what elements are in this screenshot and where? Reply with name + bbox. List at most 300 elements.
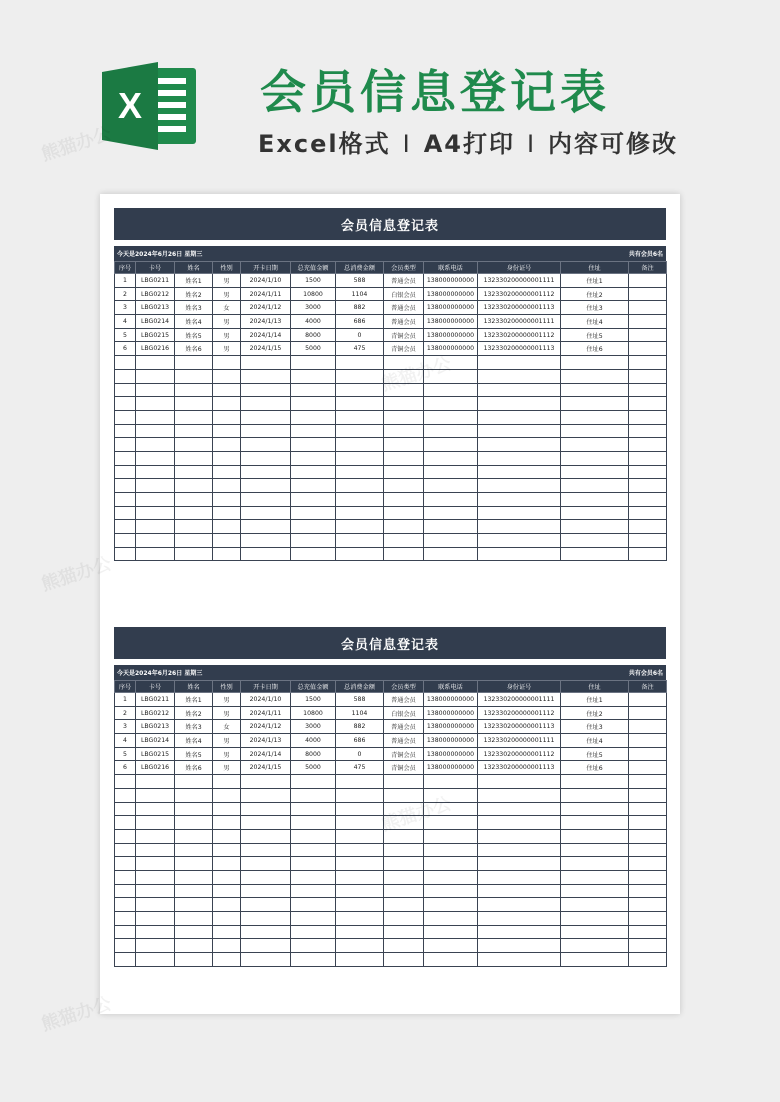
table-cell: 4000: [291, 734, 336, 748]
table-cell: [424, 939, 478, 953]
table-cell: 0: [336, 747, 384, 761]
subtitle-separator: I: [526, 130, 537, 158]
table-cell: 住址1: [561, 274, 629, 288]
table-cell: 男: [213, 274, 241, 288]
table-cell: 2024/1/11: [241, 287, 291, 301]
table-cell: [336, 802, 384, 816]
table-cell: 2024/1/15: [241, 342, 291, 356]
table-cell: [561, 534, 629, 548]
table-cell: 132330200000001112: [478, 287, 561, 301]
table-cell: [424, 356, 478, 370]
table-cell: [384, 884, 424, 898]
table-cell: [136, 857, 175, 871]
table-cell: 青铜会员: [384, 761, 424, 775]
table-cell: 姓名3: [175, 301, 213, 315]
table-cell: [424, 451, 478, 465]
table-cell: [478, 857, 561, 871]
table-cell: [291, 534, 336, 548]
table-cell: [115, 534, 136, 548]
table-cell: 普通会员: [384, 301, 424, 315]
table-cell: [478, 451, 561, 465]
table-cell: [213, 870, 241, 884]
table-cell: [336, 843, 384, 857]
table-cell: [136, 843, 175, 857]
empty-row: [115, 884, 667, 898]
table-cell: [561, 857, 629, 871]
table-cell: 10800: [291, 287, 336, 301]
table-cell: 2024/1/10: [241, 274, 291, 288]
table-cell: [424, 547, 478, 561]
table-cell: 132330200000001111: [478, 693, 561, 707]
table-cell: [136, 520, 175, 534]
table-cell: 1104: [336, 706, 384, 720]
column-header: 会员类型: [384, 681, 424, 693]
table-cell: [478, 534, 561, 548]
table-cell: 男: [213, 761, 241, 775]
table-cell: [213, 953, 241, 967]
table-cell: [175, 479, 213, 493]
table-cell: [336, 857, 384, 871]
table-cell: LBG0214: [136, 315, 175, 329]
table-cell: [291, 369, 336, 383]
table-cell: [115, 479, 136, 493]
table-cell: [213, 816, 241, 830]
table-cell: [213, 925, 241, 939]
table-cell: [115, 493, 136, 507]
table-cell: [241, 424, 291, 438]
table-cell: 138000000000: [424, 761, 478, 775]
table-cell: 姓名1: [175, 274, 213, 288]
table-cell: [478, 939, 561, 953]
table-cell: 0: [336, 328, 384, 342]
table-cell: [629, 287, 667, 301]
table-cell: [291, 451, 336, 465]
sheet-title: 会员信息登记表: [114, 627, 666, 659]
table-cell: [629, 534, 667, 548]
table-cell: [241, 493, 291, 507]
column-header: 总充值金额: [291, 262, 336, 274]
table-cell: [136, 383, 175, 397]
table-cell: [629, 857, 667, 871]
table-cell: [241, 534, 291, 548]
table-cell: [384, 493, 424, 507]
table-cell: [213, 547, 241, 561]
column-header: 性别: [213, 262, 241, 274]
table-cell: [241, 410, 291, 424]
table-cell: 住址1: [561, 693, 629, 707]
column-header: 总消费金额: [336, 262, 384, 274]
table-cell: [115, 506, 136, 520]
info-bar: [114, 246, 666, 261]
table-cell: [336, 547, 384, 561]
table-cell: 588: [336, 693, 384, 707]
today-date: 今天是2024年6月26日 星期三: [117, 670, 203, 677]
table-cell: [213, 506, 241, 520]
table-cell: [561, 925, 629, 939]
table-cell: [136, 788, 175, 802]
table-cell: [115, 788, 136, 802]
table-cell: [424, 424, 478, 438]
table-cell: [336, 479, 384, 493]
table-cell: 2024/1/13: [241, 315, 291, 329]
table-cell: [175, 939, 213, 953]
table-cell: [136, 953, 175, 967]
table-cell: [291, 843, 336, 857]
table-cell: [291, 816, 336, 830]
table-cell: 男: [213, 747, 241, 761]
column-header: 备注: [629, 262, 667, 274]
member-table: [114, 680, 667, 967]
subtitle-print: A4打印: [423, 130, 515, 158]
table-cell: [424, 870, 478, 884]
table-cell: [424, 383, 478, 397]
table-cell: [629, 356, 667, 370]
table-cell: [424, 843, 478, 857]
table-cell: 138000000000: [424, 342, 478, 356]
table-row: [115, 301, 667, 315]
table-cell: [384, 843, 424, 857]
table-cell: [384, 506, 424, 520]
table-cell: [136, 898, 175, 912]
table-cell: 住址6: [561, 342, 629, 356]
table-cell: [384, 438, 424, 452]
column-header: 开卡日期: [241, 681, 291, 693]
empty-row: [115, 424, 667, 438]
table-cell: [629, 493, 667, 507]
table-cell: [384, 925, 424, 939]
table-cell: [213, 884, 241, 898]
table-cell: 青铜会员: [384, 328, 424, 342]
table-cell: 姓名5: [175, 328, 213, 342]
table-cell: [561, 775, 629, 789]
table-cell: [478, 788, 561, 802]
table-cell: [115, 451, 136, 465]
table-cell: [136, 912, 175, 926]
empty-row: [115, 912, 667, 926]
table-cell: [115, 870, 136, 884]
table-cell: 882: [336, 720, 384, 734]
table-cell: [384, 775, 424, 789]
table-cell: 138000000000: [424, 328, 478, 342]
table-cell: 普通会员: [384, 734, 424, 748]
table-cell: [478, 829, 561, 843]
table-cell: [629, 706, 667, 720]
table-cell: [384, 534, 424, 548]
watermark: 熊猫办公: [38, 553, 114, 596]
table-cell: [629, 775, 667, 789]
today-date: 今天是2024年6月26日 星期三: [117, 251, 203, 258]
table-cell: 姓名5: [175, 747, 213, 761]
excel-logo-icon: [100, 60, 200, 152]
table-cell: [424, 506, 478, 520]
table-cell: [478, 493, 561, 507]
table-cell: [478, 356, 561, 370]
table-row: [115, 693, 667, 707]
table-cell: 住址4: [561, 315, 629, 329]
table-cell: 2: [115, 287, 136, 301]
table-cell: [336, 369, 384, 383]
table-cell: [175, 410, 213, 424]
table-cell: [213, 397, 241, 411]
table-cell: [115, 547, 136, 561]
table-cell: [629, 734, 667, 748]
table-cell: [424, 884, 478, 898]
table-cell: [629, 410, 667, 424]
column-header: 姓名: [175, 681, 213, 693]
empty-row: [115, 397, 667, 411]
table-cell: [175, 884, 213, 898]
table-cell: 2024/1/14: [241, 328, 291, 342]
empty-row: [115, 870, 667, 884]
table-cell: [241, 775, 291, 789]
table-cell: [384, 369, 424, 383]
table-cell: [175, 898, 213, 912]
paper-preview: [100, 194, 680, 1014]
empty-row: [115, 898, 667, 912]
table-cell: [241, 816, 291, 830]
empty-row: [115, 410, 667, 424]
table-cell: [629, 424, 667, 438]
table-cell: 2024/1/15: [241, 761, 291, 775]
column-header: 总消费金额: [336, 681, 384, 693]
empty-row: [115, 438, 667, 452]
table-cell: [291, 912, 336, 926]
table-cell: LBG0214: [136, 734, 175, 748]
table-cell: [424, 534, 478, 548]
table-cell: [478, 506, 561, 520]
table-cell: [115, 884, 136, 898]
table-cell: [561, 912, 629, 926]
column-header: 会员类型: [384, 262, 424, 274]
table-cell: [175, 383, 213, 397]
table-cell: [136, 369, 175, 383]
column-header: 联系电话: [424, 262, 478, 274]
table-cell: [241, 939, 291, 953]
empty-row: [115, 383, 667, 397]
table-cell: [241, 506, 291, 520]
table-cell: 2024/1/14: [241, 747, 291, 761]
table-cell: 3000: [291, 301, 336, 315]
table-cell: [291, 493, 336, 507]
table-cell: 普通会员: [384, 315, 424, 329]
table-cell: [175, 438, 213, 452]
table-cell: [213, 410, 241, 424]
table-cell: 10800: [291, 706, 336, 720]
table-cell: [478, 870, 561, 884]
table-cell: [561, 953, 629, 967]
column-header: 性别: [213, 681, 241, 693]
table-cell: [241, 383, 291, 397]
table-cell: [115, 465, 136, 479]
table-cell: [291, 925, 336, 939]
table-cell: 2: [115, 706, 136, 720]
table-cell: [629, 520, 667, 534]
table-cell: [629, 884, 667, 898]
table-cell: 2024/1/12: [241, 301, 291, 315]
table-cell: [561, 424, 629, 438]
table-cell: [175, 465, 213, 479]
table-cell: [291, 410, 336, 424]
table-cell: 普通会员: [384, 274, 424, 288]
table-cell: [291, 356, 336, 370]
table-cell: [629, 870, 667, 884]
table-cell: 138000000000: [424, 734, 478, 748]
table-cell: [629, 761, 667, 775]
table-cell: [384, 829, 424, 843]
table-cell: LBG0215: [136, 328, 175, 342]
table-cell: [336, 912, 384, 926]
table-cell: [424, 493, 478, 507]
table-cell: [291, 775, 336, 789]
table-cell: [629, 720, 667, 734]
table-cell: [629, 465, 667, 479]
table-cell: [136, 925, 175, 939]
table-cell: [336, 534, 384, 548]
table-cell: 青铜会员: [384, 342, 424, 356]
table-cell: 1104: [336, 287, 384, 301]
table-cell: [424, 788, 478, 802]
table-cell: 475: [336, 342, 384, 356]
table-row: [115, 328, 667, 342]
table-cell: [424, 816, 478, 830]
table-cell: [213, 451, 241, 465]
table-cell: 138000000000: [424, 693, 478, 707]
table-cell: 男: [213, 328, 241, 342]
empty-row: [115, 465, 667, 479]
table-cell: [291, 953, 336, 967]
table-cell: [115, 410, 136, 424]
column-header: 姓名: [175, 262, 213, 274]
table-row: [115, 720, 667, 734]
table-cell: [291, 788, 336, 802]
table-cell: [336, 925, 384, 939]
table-cell: 住址3: [561, 301, 629, 315]
table-cell: [561, 939, 629, 953]
table-cell: [384, 424, 424, 438]
table-cell: [629, 788, 667, 802]
table-cell: 132330200000001113: [478, 761, 561, 775]
table-cell: 8000: [291, 747, 336, 761]
table-cell: [241, 465, 291, 479]
table-cell: [136, 438, 175, 452]
table-cell: [424, 912, 478, 926]
table-cell: [175, 547, 213, 561]
watermark: 熊猫办公: [38, 993, 114, 1036]
table-cell: [213, 939, 241, 953]
table-cell: 5000: [291, 761, 336, 775]
table-cell: [213, 383, 241, 397]
table-cell: [115, 383, 136, 397]
table-cell: [629, 693, 667, 707]
table-cell: [561, 438, 629, 452]
column-header: 卡号: [136, 681, 175, 693]
table-cell: 138000000000: [424, 287, 478, 301]
table-cell: [136, 829, 175, 843]
table-cell: 住址5: [561, 328, 629, 342]
table-cell: [424, 520, 478, 534]
table-cell: [424, 410, 478, 424]
table-cell: 住址4: [561, 734, 629, 748]
table-cell: [384, 547, 424, 561]
table-cell: [291, 424, 336, 438]
table-row: [115, 761, 667, 775]
table-cell: [478, 843, 561, 857]
table-cell: [213, 898, 241, 912]
table-cell: [241, 843, 291, 857]
table-cell: 姓名2: [175, 706, 213, 720]
table-cell: [384, 912, 424, 926]
table-cell: 138000000000: [424, 706, 478, 720]
table-cell: [424, 802, 478, 816]
table-cell: [336, 383, 384, 397]
table-cell: [561, 465, 629, 479]
table-cell: [629, 479, 667, 493]
empty-row: [115, 925, 667, 939]
table-cell: [175, 534, 213, 548]
table-cell: [291, 802, 336, 816]
table-cell: LBG0213: [136, 301, 175, 315]
table-cell: [213, 520, 241, 534]
table-cell: 姓名6: [175, 761, 213, 775]
table-cell: [136, 465, 175, 479]
table-cell: [136, 506, 175, 520]
table-cell: 138000000000: [424, 301, 478, 315]
table-cell: [115, 438, 136, 452]
table-cell: 3: [115, 720, 136, 734]
table-cell: [136, 816, 175, 830]
table-row: [115, 315, 667, 329]
table-cell: [629, 547, 667, 561]
table-cell: [629, 843, 667, 857]
table-cell: [241, 953, 291, 967]
column-header: 身份证号: [478, 681, 561, 693]
table-cell: [291, 465, 336, 479]
table-cell: [241, 788, 291, 802]
table-cell: 132330200000001112: [478, 706, 561, 720]
table-cell: [336, 829, 384, 843]
table-cell: [561, 547, 629, 561]
table-cell: [424, 857, 478, 871]
table-cell: [136, 775, 175, 789]
table-cell: [336, 520, 384, 534]
table-cell: [424, 925, 478, 939]
table-cell: [115, 816, 136, 830]
table-cell: [175, 424, 213, 438]
table-cell: [424, 479, 478, 493]
table-cell: 132330200000001113: [478, 720, 561, 734]
table-cell: [629, 953, 667, 967]
column-header: 身份证号: [478, 262, 561, 274]
table-cell: [336, 465, 384, 479]
table-cell: [175, 451, 213, 465]
table-cell: [136, 802, 175, 816]
table-cell: [241, 857, 291, 871]
table-cell: [561, 788, 629, 802]
table-cell: [115, 898, 136, 912]
table-cell: [424, 898, 478, 912]
table-cell: 882: [336, 301, 384, 315]
excel-logo-letter: X: [117, 85, 143, 126]
table-cell: [629, 898, 667, 912]
table-cell: [175, 925, 213, 939]
table-cell: [336, 775, 384, 789]
table-cell: [115, 397, 136, 411]
table-header-row: [115, 262, 667, 274]
table-cell: 132330200000001113: [478, 301, 561, 315]
page-subtitle: [258, 124, 678, 159]
table-cell: [136, 870, 175, 884]
table-cell: [629, 315, 667, 329]
